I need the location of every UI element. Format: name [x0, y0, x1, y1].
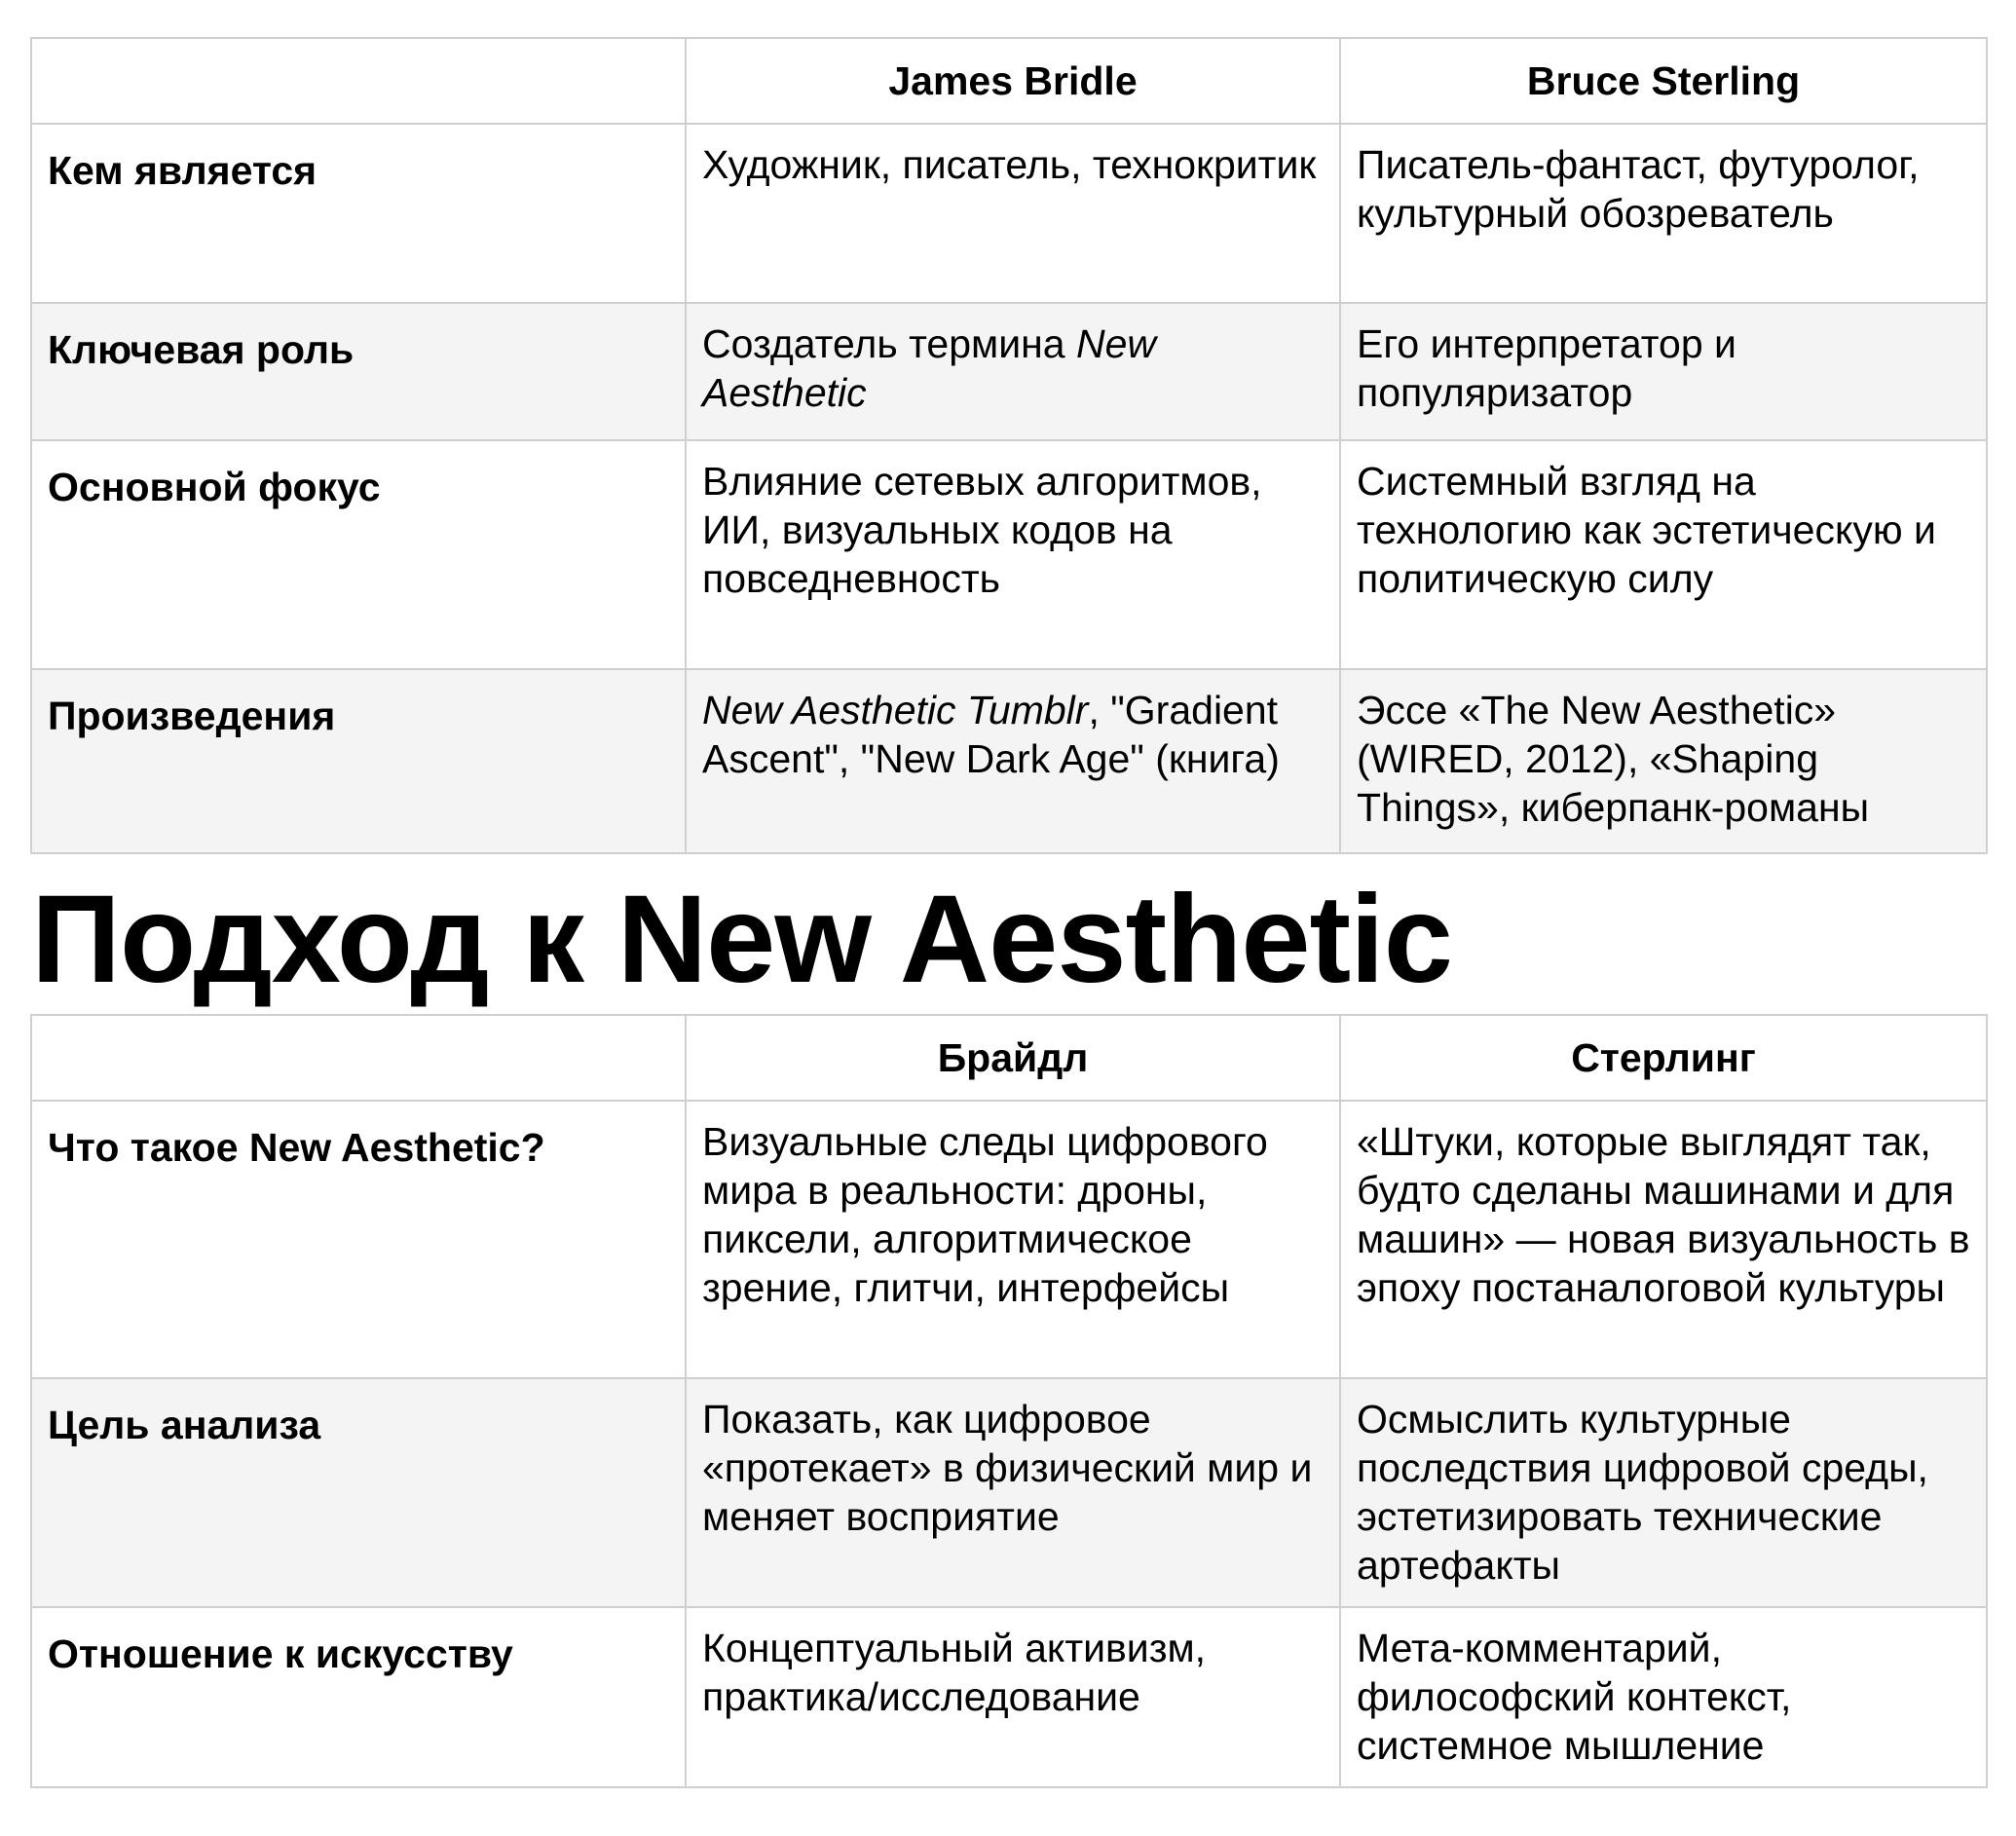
bridle-cell: Влияние сетевых алгоритмов, ИИ, визуальных кодов на повседневность — [686, 440, 1340, 669]
table-row — [31, 1101, 1987, 1378]
row-label: Отношение к искусству — [31, 1607, 686, 1787]
sterling-cell: Мета-комментарий, философский контекст, системное мышление — [1340, 1607, 1987, 1787]
row-label: Что такое New Aesthetic? — [31, 1101, 686, 1378]
sterling-cell: Писатель-фантаст, футуролог, культурный обозреватель — [1340, 124, 1987, 303]
table-row — [31, 669, 1987, 853]
table-row — [31, 440, 1987, 669]
approach-comparison-table — [30, 1014, 1988, 1788]
cell-text: Создатель термина — [702, 321, 1076, 366]
bridle-cell: Визуальные следы цифрового мира в реальности: дроны, пиксели, алгоритмическое зрение, глитчи, интерфейсы — [686, 1101, 1340, 1378]
section-title: Подход к New Aesthetic — [31, 870, 1452, 1009]
row-label: Кем является — [31, 124, 686, 303]
cell-text: , "Gradient Ascent", "New Dark Age" (книга) — [702, 688, 1280, 781]
header-empty-cell — [31, 1015, 686, 1101]
header-james-bridle: James Bridle — [686, 38, 1340, 124]
cell-italic-text: New Aesthetic — [702, 321, 1156, 415]
bridle-cell: Показать, как цифровое «протекает» в физический мир и меняет восприятие — [686, 1378, 1340, 1607]
table-row — [31, 124, 1987, 303]
table-header-row — [31, 38, 1987, 124]
sterling-cell: «Штуки, которые выглядят так, будто сделаны машинами и для машин» — новая визуальность в эпоху постаналоговой культуры — [1340, 1101, 1987, 1378]
table-row — [31, 303, 1987, 440]
sterling-cell: Осмыслить культурные последствия цифровой среды, эстетизировать технические артефакты — [1340, 1378, 1987, 1607]
cell-italic-text: New Aesthetic Tumblr — [702, 688, 1089, 732]
row-label: Ключевая роль — [31, 303, 686, 440]
table-row — [31, 1378, 1987, 1607]
row-label: Цель анализа — [31, 1378, 686, 1607]
sterling-cell: Его интерпретатор и популяризатор — [1340, 303, 1987, 440]
header-empty-cell — [31, 38, 686, 124]
creators-comparison-table — [30, 37, 1988, 854]
bridle-cell: Концептуальный активизм, практика/исследование — [686, 1607, 1340, 1787]
header-bruce-sterling: Bruce Sterling — [1340, 38, 1987, 124]
header-bridle: Брайдл — [686, 1015, 1340, 1101]
row-label: Произведения — [31, 669, 686, 853]
bridle-cell — [686, 303, 1340, 440]
bridle-cell — [686, 669, 1340, 853]
table-row — [31, 1607, 1987, 1787]
sterling-cell: Системный взгляд на технологию как эстетическую и политическую силу — [1340, 440, 1987, 669]
row-label: Основной фокус — [31, 440, 686, 669]
bridle-cell: Художник, писатель, технокритик — [686, 124, 1340, 303]
sterling-cell: Эссе «The New Aesthetic» (WIRED, 2012), «Shaping Things», киберпанк-романы — [1340, 669, 1987, 853]
table-header-row — [31, 1015, 1987, 1101]
header-sterling: Стерлинг — [1340, 1015, 1987, 1101]
